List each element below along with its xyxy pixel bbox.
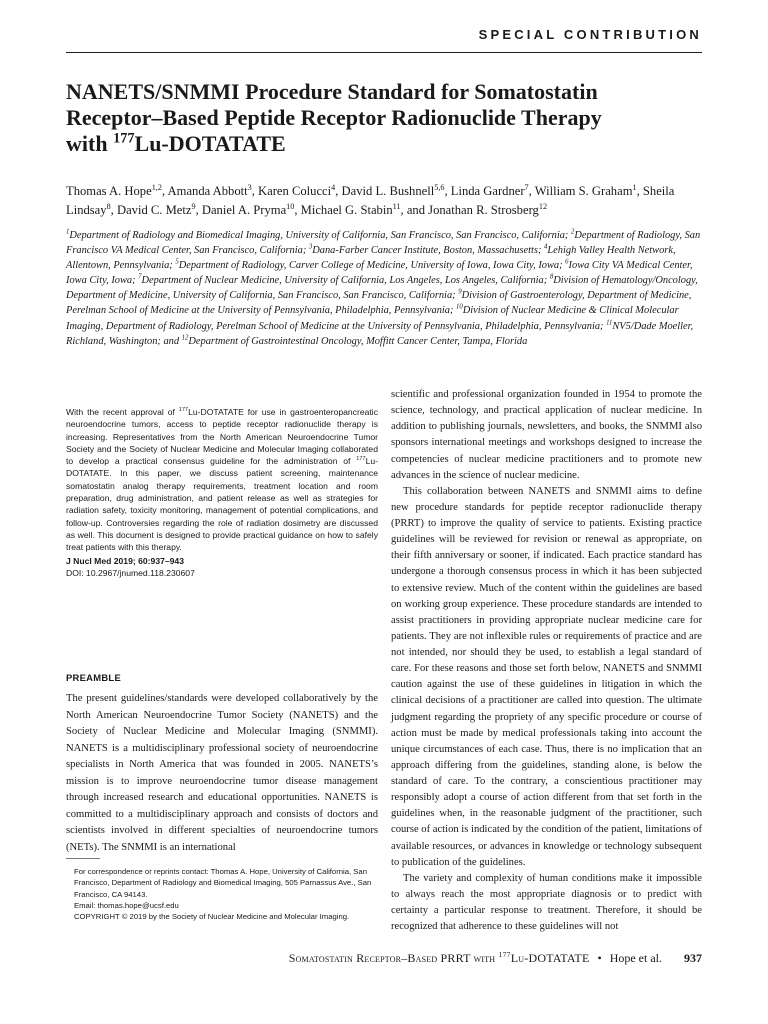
correspondence-text: For correspondence or reprints contact: Thomas A. Hope, University of California, San Francisco, Department of Radiology and Biomedical Imaging, 505 Parnassus Ave., San Francisco, CA 94143. [74, 867, 372, 899]
author-name: Jonathan R. Strosberg [428, 203, 539, 217]
correspondence-footnote [66, 866, 378, 922]
affiliation-text: Dana-Farber Cancer Institute, Boston, Massachusetts; [312, 245, 545, 257]
author-affiliation-sup: 8 [106, 201, 111, 211]
right-paragraph-3: The variety and complexity of human conditions make it impossible to always reach the most appropriate diagnosis or to predict with certainty a particular response to treatment. Therefore, it should be recognized that adherence to these guidelines will not [391, 872, 702, 933]
affiliation-text: Department of Radiology, Carver College of Medicine, University of Iowa, Iowa City, Iowa; [178, 260, 566, 272]
right-paragraph-2: This collaboration between NANETS and SNMMI aims to define new procedure standards for peptide receptor radionuclide therapy (PRRT) to improve the quality of service to patients. Existing practice guidelines will be reviewed for revision or renewal as appropriate, on their fifth anniversary or sooner, if indicated. Each practice standard has undergone a thorough consensus process in which it has been subjected to extensive review. Much of the content within the guidelines are based on working group experience. These procedure standards are intended to assist practitioners in providing appropriate nuclear medicine care for patients. They are not inflexible rules or requirements of practice and are not intended, nor should they be used, to establish a legal standard of care. For these reasons and those set forth below, NANETS and SNMMI caution against the use of these guidelines in litigation in which the clinical decisions of a practitioner are called into question. The ultimate judgment regarding the propriety of any specific procedure or course of action must be made by medical professionals taking into account the unique circumstances of each case. Thus, there is no implication that an approach differing from the guidelines, standing alone, is below the standard of care. To the contrary, a conscientious practitioner may responsibly adopt a course of action different from that set forth in the guidelines when, in the reasonable judgment of the practitioner, such course of action is indicated by the condition of the patient, limitations of available resources, or advances in knowledge or technology subsequent to publication of the guidelines. [391, 485, 702, 868]
page-number: 937 [684, 951, 702, 965]
title-line-3-prefix: with [66, 131, 114, 156]
affiliation-sup: 5 [175, 258, 179, 266]
author-name: Linda Gardner [450, 184, 525, 198]
author-affiliation-sup: 4 [331, 182, 336, 192]
affiliation-text: Department of Gastrointestinal Oncology, Moffitt Cancer Center, Tampa, Florida [188, 335, 528, 347]
title-line-1: NANETS/SNMMI Procedure Standard for Somatostatin [66, 79, 598, 104]
affiliation-sup: 9 [458, 288, 462, 296]
doi-link[interactable]: DOI: 10.2967/jnumed.118.230607 [66, 567, 195, 578]
page-footer [289, 951, 702, 966]
affiliations [66, 228, 704, 349]
author-affiliation-sup: 3 [247, 182, 252, 192]
journal-citation: J Nucl Med 2019; 60:937–943 [66, 555, 184, 566]
footnote-rule [66, 858, 100, 859]
author-affiliation-sup: 5,6 [434, 182, 445, 192]
author-affiliation-sup: 1,2 [151, 182, 162, 192]
title-line-3-suffix: Lu-DOTATATE [134, 131, 286, 156]
affiliation-text: Division of Nuclear Medicine & Clinical Molecular Imaging, Department of Radiology, Perelman School of Medicine at the University of Pennsylvania, Philadelphia, Pennsylvania; [66, 305, 679, 332]
title-line-3 [66, 131, 706, 157]
abstract-part-2: Lu-DOTATATE for use in gastroenteropancreatic neuroendocrine tumors, access to peptide receptor radionuclide therapy is increasing. Representatives from the North American Neuroendocrine Tumor Society and the Society of Nuclear Medicine and Molecular Imaging collaborated to develop a practical consensus guideline for the administration of [66, 407, 378, 467]
preamble-paragraph: The present guidelines/standards were developed collaboratively by the North American Neuroendocrine Tumor Society (NANETS) and the Society of Nuclear Medicine and Molecular Imaging (SNMMI). NANETS is a multidisciplinary professional society of neuroendocrine specialists in North America that was founded in 2005. NANETS’s mission is to improve neuroendocrine tumor disease management through increased research and educational opportunities. NANETS is committed to a multidisciplinary approach and consists of doctors and scientists involved in different specialties of neuroendocrine tumors (NETs). The SNMMI is an international [66, 693, 378, 853]
footer-bullet: • [597, 951, 602, 965]
affiliation-sup: 4 [544, 243, 548, 251]
author-name: Daniel A. Pryma [201, 203, 287, 217]
correspondence-email[interactable]: Email: thomas.hope@ucsf.edu [74, 900, 179, 910]
author-name: Karen Colucci [258, 184, 332, 198]
author-affiliation-sup: 9 [191, 201, 196, 211]
affiliation-text: Department of Nuclear Medicine, University of California, Los Angeles, Los Angeles, California; [141, 275, 550, 287]
author-name: David C. Metz [116, 203, 192, 217]
affiliation-text: Division of Hematology/Oncology, Department of Medicine, University of California, San Francisco, San Francisco, California; [66, 275, 698, 302]
author-name: Amanda Abbott [167, 184, 248, 198]
affiliation-sup: 2 [570, 228, 575, 236]
author-name: Thomas A. Hope [66, 184, 152, 198]
right-column [391, 387, 702, 935]
affiliation-text: Lehigh Valley Health Network, Allentown, Pennsylvania; [66, 245, 676, 272]
affiliation-sup: 3 [308, 243, 313, 251]
affiliation-sup: 7 [138, 273, 142, 281]
affiliation-sup: 11 [606, 319, 613, 327]
author-name: Michael G. Stabin [300, 203, 393, 217]
author-affiliation-sup: 11 [392, 201, 401, 211]
author-list: Thomas A. Hope$^{1,2}$, Amanda Abbott$^3$, Karen Colucci$^4$, David L. Bushnell$^{5,6}$, Linda Gardner$^7$, William S. Graham$^1$, Sheila Lindsay$^8$, David C. Metz$^9$, Daniel A. Pryma$^{10}$, Michael G. Stabin$^{11}$, and Jonathan R. Strosberg$^{12}$ [66, 182, 675, 217]
author-affiliation-sup: 12 [538, 201, 548, 211]
affiliation-sup: 6 [565, 258, 569, 266]
author-name: William S. Graham [534, 184, 633, 198]
affiliation-text: Division of Gastroenterology, Department of Medicine, Perelman School of Medicine at the University of Pennsylvania, Philadelphia, Pennsylvania; [66, 290, 692, 317]
abstract [66, 406, 378, 579]
section-label: SPECIAL CONTRIBUTION [478, 27, 702, 42]
author-affiliation-sup: 10 [286, 201, 295, 211]
abstract-part-1: With the recent approval of [66, 407, 179, 417]
preamble-heading: PREAMBLE [66, 672, 122, 683]
affiliation-sup: 12 [181, 334, 189, 342]
running-authors: Hope et al. [609, 951, 662, 965]
running-title [289, 951, 590, 966]
header-rule [66, 52, 702, 53]
copyright-text: COPYRIGHT © 2019 by the Society of Nuclear Medicine and Molecular Imaging. [74, 912, 350, 922]
affiliation-text: NV5/Dade Moeller, Richland, Washington; and [66, 320, 694, 347]
title-line-2: Receptor–Based Peptide Receptor Radionuclide Therapy [66, 105, 602, 130]
affiliation-sup: 10 [456, 304, 463, 311]
abstract-sup-1: 177 [178, 407, 189, 414]
author-name: Sheila Lindsay [66, 184, 675, 217]
citation [66, 555, 378, 580]
author-name: David L. Bushnell [341, 184, 435, 198]
author-affiliation-sup: 7 [524, 182, 529, 192]
author-affiliation-sup: 1 [632, 182, 637, 192]
title-isotope-sup: 177 [113, 130, 135, 147]
preamble-text [66, 691, 378, 856]
abstract-text [66, 406, 378, 554]
right-paragraph-1: scientific and professional organization founded in 1954 to promote the science, technology, and practical application of nuclear medicine. In addition to publishing journals, newsletters, and books, the SNMMI also sponsors international meetings and workshops designed to increase the competencies of nuclear medicine practitioners and to promote new advances in the science of nuclear medicine. [391, 389, 702, 481]
affiliation-sup: 1 [66, 228, 70, 236]
running-title-a: Somatostatin Receptor–Based PRRT with [288, 951, 499, 965]
affiliation-text: Iowa City VA Medical Center, Iowa City, Iowa; [66, 260, 693, 287]
abstract-part-3: Lu-DOTATATE. In this paper, we discuss patient screening, maintenance somatostatin analog therapy requirements, treatment location and room preparation, drug administration, and patient release as well as strategies for radiation safety, toxicity monitoring, management of potential complications, and follow-up. Controversies regarding the role of radiation dosimetry are discussed as well. This document is designed to provide practical guidance on how to safely treat patients with this therapy. [66, 456, 378, 553]
affiliation-text: Department of Radiology, San Francisco VA Medical Center, San Francisco, California; [66, 230, 701, 257]
abstract-sup-2: 177 [356, 456, 366, 463]
running-title-b: Lu-DOTATATE [510, 951, 590, 965]
affiliation-sup: 8 [549, 273, 554, 281]
article-title [66, 79, 706, 157]
affiliation-text: Department of Radiology and Biomedical Imaging, University of California, San Francisco, San Francisco, California; [69, 230, 571, 241]
running-title-sup: 177 [498, 950, 511, 959]
